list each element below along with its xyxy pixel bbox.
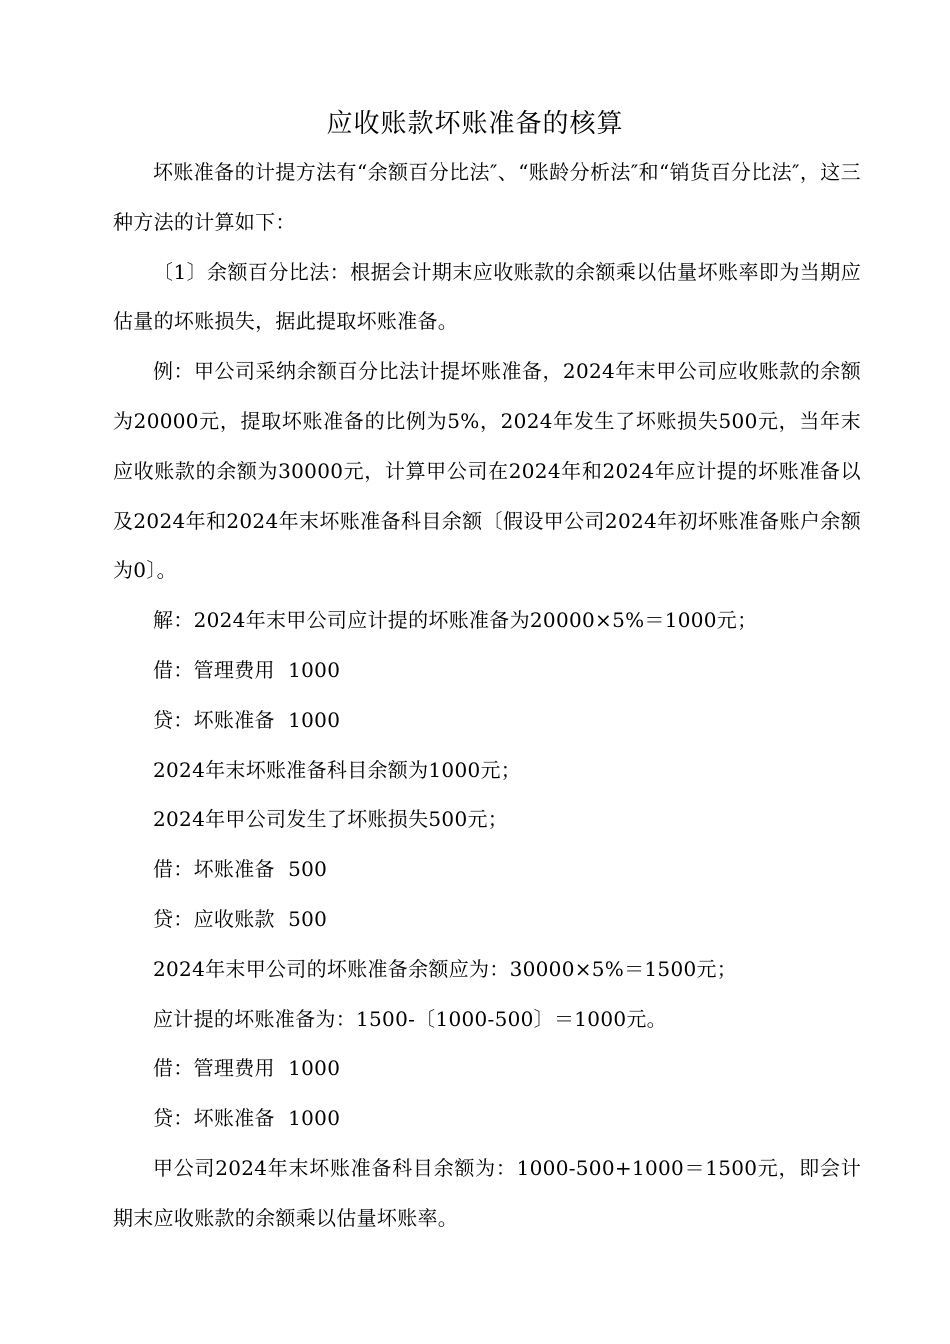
document-body — [113, 148, 861, 1244]
journal-debit-line-3: 借：管理费用 1000 — [153, 1056, 341, 1081]
paragraph-example: 例：甲公司采纳余额百分比法计提坏账准备，2024年末甲公司应收账款的余额为20000元，提取坏账准备的比例为5%，2024年发生了坏账损失500元，当年末应收账款的余额为30000元，计算甲公司在2024年和2024年应计提的坏账准备以及2024年和2024年末坏账准备科目余额〔假设甲公司2024年初坏账准备账户余额为0〕。 — [113, 359, 861, 583]
paragraph-closing: 甲公司2024年末坏账准备科目余额为：1000-500+1000＝1500元，即会计期末应收账款的余额乘以估量坏账率。 — [113, 1155, 861, 1230]
loss-line: 2024年甲公司发生了坏账损失500元； — [153, 807, 509, 832]
journal-debit-line-1: 借：管理费用 1000 — [153, 657, 341, 682]
balance-line-2: 2024年末甲公司的坏账准备余额应为：30000×5%＝1500元； — [153, 956, 738, 981]
journal-credit-line-1: 贷：坏账准备 1000 — [153, 707, 341, 732]
journal-credit-line-2: 贷：应收账款 500 — [153, 906, 328, 931]
document-title: 应收账款坏账准备的核算 — [326, 109, 624, 139]
journal-credit-line-3: 贷：坏账准备 1000 — [153, 1106, 341, 1131]
journal-debit-line-2: 借：坏账准备 500 — [153, 857, 328, 882]
balance-line-1: 2024年末坏账准备科目余额为1000元； — [153, 757, 522, 782]
provision-line: 应计提的坏账准备为：1500-〔1000-500〕＝1000元。 — [153, 1006, 667, 1031]
paragraph-methods-intro: 坏账准备的计提方法有“余额百分比法″、“账龄分析法″和“销货百分比法″，这三种方法的计算如下： — [113, 160, 861, 234]
solution-line-1: 解：2024年末甲公司应计提的坏账准备为20000×5%＝1000元； — [153, 608, 758, 633]
paragraph-balance-percentage-method: 〔1〕余额百分比法：根据会计期末应收账款的余额乘以估量坏账率即为当期应估量的坏账损失，据此提取坏账准备。 — [113, 259, 861, 334]
